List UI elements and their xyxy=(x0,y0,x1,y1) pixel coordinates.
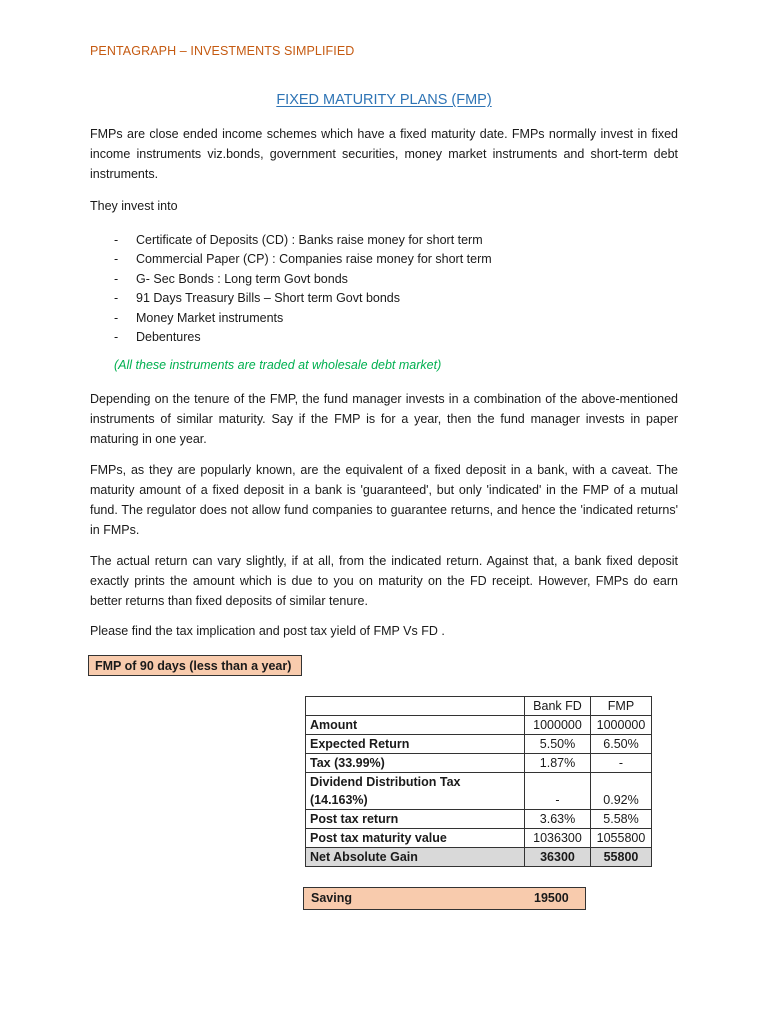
intro-paragraph: FMPs are close ended income schemes which have a fixed maturity date. FMPs normally invest in fixed income instruments viz.bonds, government securities, money market instruments and short-term debt instruments. xyxy=(90,127,678,181)
row-label: Post tax return xyxy=(306,810,525,829)
list-item xyxy=(90,250,650,269)
list-item-text: Certificate of Deposits (CD) : Banks raise money for short term xyxy=(136,233,483,247)
saving-label: Saving xyxy=(311,891,352,905)
table-row xyxy=(306,716,652,735)
saving-value: 19500 xyxy=(534,891,569,905)
fmp-cell: 55800 xyxy=(591,848,652,867)
bank-fd-cell: 5.50% xyxy=(525,735,591,754)
tenure-paragraph: Depending on the tenure of the FMP, the fund manager invests in a combination of the above-mentioned instruments of similar maturity. Say if the FMP is for a year, then the fund manager invests in paper maturing in one year. xyxy=(90,392,678,446)
list-bullet: - xyxy=(114,291,119,306)
table-row xyxy=(306,810,652,829)
row-label-line: Dividend Distribution Tax xyxy=(310,775,461,789)
list-item xyxy=(90,309,650,328)
bank-fd-cell: - xyxy=(525,773,591,810)
instrument-list xyxy=(90,231,650,347)
list-item-text: G- Sec Bonds : Long term Govt bonds xyxy=(136,271,348,286)
wholesale-market-note: (All these instruments are traded at wholesale debt market) xyxy=(114,358,442,372)
list-bullet: - xyxy=(114,329,119,344)
table-row xyxy=(306,735,652,754)
list-item xyxy=(90,289,650,308)
list-item-text: Debentures xyxy=(136,329,201,344)
row-label xyxy=(306,773,525,810)
row-label-line: (14.163%) xyxy=(310,793,368,807)
list-item xyxy=(90,270,650,289)
row-label: Tax (33.99%) xyxy=(306,754,525,773)
invest-into-label: They invest into xyxy=(90,199,178,213)
bank-fd-cell: 1.87% xyxy=(525,754,591,773)
tax-implication-paragraph: Please find the tax implication and post tax yield of FMP Vs FD . xyxy=(90,624,445,638)
saving-box xyxy=(303,887,586,910)
list-item-text: Money Market instruments xyxy=(136,310,284,325)
fmp-cell: 6.50% xyxy=(591,735,652,754)
row-label: Net Absolute Gain xyxy=(306,848,525,867)
list-item xyxy=(90,231,650,250)
row-label: Expected Return xyxy=(306,735,525,754)
list-bullet: - xyxy=(114,233,119,247)
fmp-cell: - xyxy=(591,754,652,773)
fmp-cell: 1055800 xyxy=(591,829,652,848)
row-label: Post tax maturity value xyxy=(306,829,525,848)
fmp-duration-box: FMP of 90 days (less than a year) xyxy=(88,655,302,676)
fixed-deposit-paragraph: FMPs, as they are popularly known, are the equivalent of a fixed deposit in a bank, with a caveat. The maturity amount of a fixed deposit in a bank is 'guaranteed', but only 'indicated' in the FMP of a mutual fund. The regulator does not allow fund companies to guarantee returns, and hence the 'indicated returns' in FMPs. xyxy=(90,463,678,537)
comparison-table xyxy=(305,696,652,867)
list-bullet: - xyxy=(114,271,119,286)
table-row xyxy=(306,773,652,810)
table-header-row xyxy=(306,697,652,716)
return-paragraph: The actual return can vary slightly, if at all, from the indicated return. Against that, a bank fixed deposit exactly prints the amount which is due to you on maturity on the FD receipt. However, FMPs do earn better returns than fixed deposits of similar tenure. xyxy=(90,554,678,608)
table-row xyxy=(306,829,652,848)
brand-header: PENTAGRAPH – INVESTMENTS SIMPLIFIED xyxy=(90,44,355,58)
table-header-cell: FMP xyxy=(591,697,652,716)
table-header-cell: Bank FD xyxy=(525,697,591,716)
fmp-cell: 1000000 xyxy=(591,716,652,735)
page-title: FIXED MATURITY PLANS (FMP) xyxy=(276,92,492,108)
list-item-text: Commercial Paper (CP) : Companies raise money for short term xyxy=(136,252,492,267)
list-bullet: - xyxy=(114,310,119,325)
net-gain-row xyxy=(306,848,652,867)
fmp-cell: 0.92% xyxy=(591,773,652,810)
bank-fd-cell: 36300 xyxy=(525,848,591,867)
fmp-cell: 5.58% xyxy=(591,810,652,829)
list-bullet: - xyxy=(114,252,119,267)
bank-fd-cell: 1036300 xyxy=(525,829,591,848)
list-item xyxy=(90,328,650,347)
list-item-text: 91 Days Treasury Bills – Short term Govt bonds xyxy=(136,291,400,306)
bank-fd-cell: 1000000 xyxy=(525,716,591,735)
table-row xyxy=(306,754,652,773)
bank-fd-cell: 3.63% xyxy=(525,810,591,829)
table-header-cell xyxy=(306,697,525,716)
row-label: Amount xyxy=(306,716,525,735)
